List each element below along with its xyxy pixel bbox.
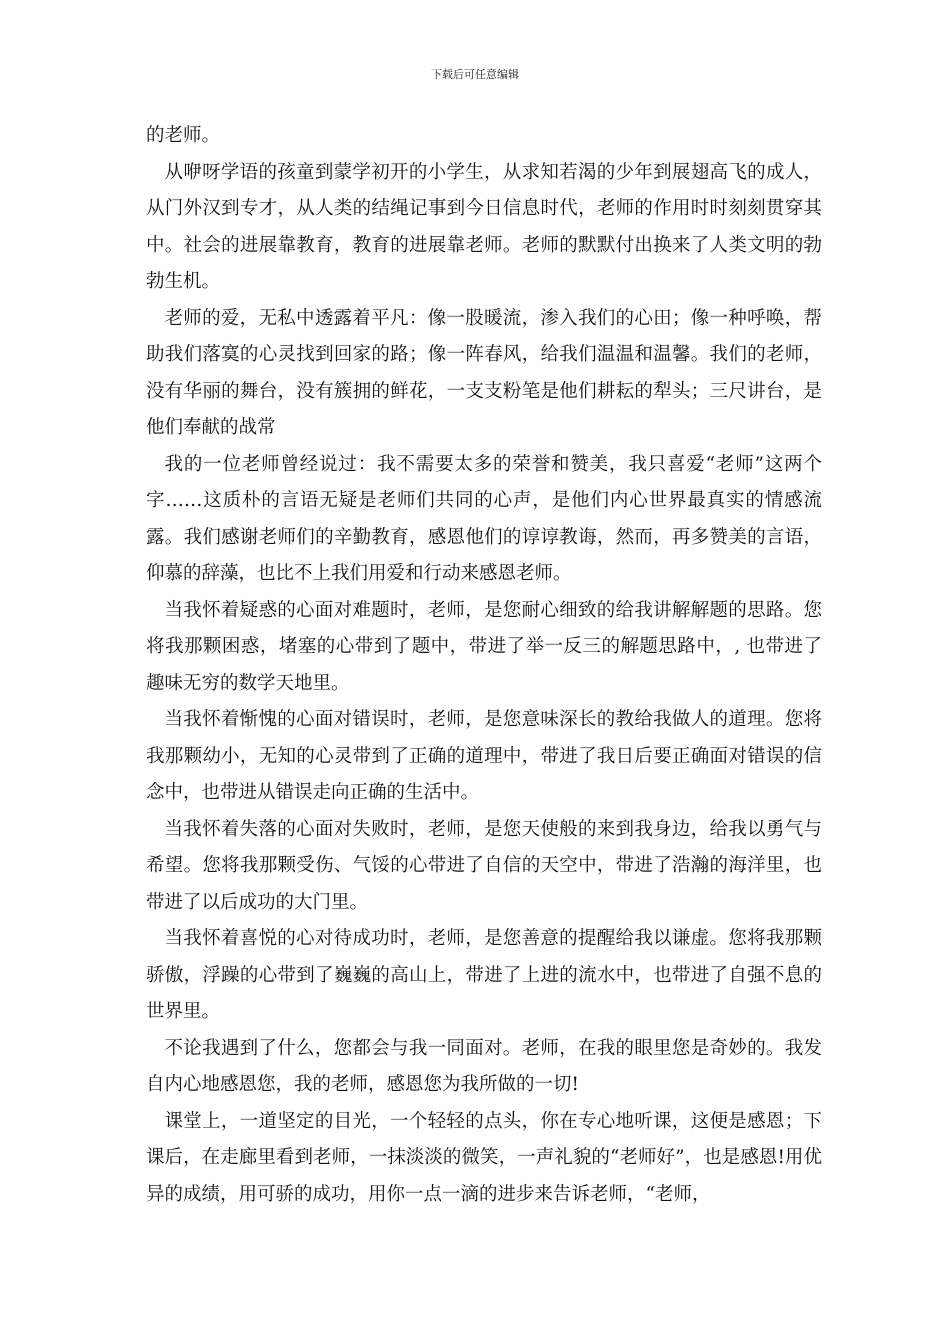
paragraph-10: 课堂上，一道坚定的目光，一个轻轻的点头，你在专心地听课，这便是感恩；下课后，在走廊里看到老师，一抹淡淡的微笑，一声礼貌的“老师好”，也是感恩!用优异的成绩，用可骄的成功，用你一点一滴的进步来告诉老师，“老师， [146,1110,822,1205]
page-header: 下载后可任意编辑 [431,68,519,81]
paragraph-7: 当我怀着失落的心面对失败时，老师，是您天使般的来到我身边，给我以勇气与希望。您将我那颗受伤、气馁的心带进了自信的天空中，带进了浩瀚的海洋里，也带进了以后成功的大门里。 [146,818,822,913]
paragraph-6: 当我怀着惭愧的心面对错误时，老师，是您意味深长的教给我做人的道理。您将我那颗幼小，无知的心灵带到了正确的道理中，带进了我日后要正确面对错误的信念中，也带进从错误走向正确的生活中。 [146,709,822,803]
paragraph-1: 的老师。 [146,125,221,146]
paragraph-4: 我的一位老师曾经说过：我不需要太多的荣誉和赞美，我只喜爱“老师”这两个字……这质朴的言语无疑是老师们共同的心声，是他们内心世界最真实的情感流露。我们感谢老师们的辛勤教育，感恩他们的谆谆教诲，然而，再多赞美的言语，仰慕的辞藻，也比不上我们用爱和行动来感恩老师。 [146,453,822,584]
paragraph-8: 当我怀着喜悦的心对待成功时，老师，是您善意的提醒给我以谦虚。您将我那颗骄傲，浮躁的心带到了巍巍的高山上，带进了上进的流水中，也带进了自强不息的世界里。 [146,928,822,1022]
paragraph-5: 当我怀着疑惑的心面对难题时，老师，是您耐心细致的给我讲解解题的思路。您将我那颗困惑，堵塞的心带到了题中，带进了举一反三的解题思路中，, 也带进了趣味无穷的数学天地里。 [146,599,822,694]
paragraph-2: 从咿呀学语的孩童到蒙学初开的小学生，从求知若渴的少年到展翅高飞的成人，从门外汉到专才，从人类的结绳记事到今日信息时代，老师的作用时时刻刻贯穿其中。社会的进展靠教育，教育的进展靠老师。老师的默默付出换来了人类文明的勃勃生机。 [146,161,822,292]
document-body [146,118,822,1213]
paragraph-9: 不论我遇到了什么，您都会与我一同面对。老师，在我的眼里您是奇妙的。我发自内心地感恩您，我的老师，感恩您为我所做的一切! [146,1037,822,1095]
paragraph-3: 老师的爱，无私中透露着平凡：像一股暖流，渗入我们的心田；像一种呼唤，帮助我们落寞的心灵找到回家的路；像一阵春风，给我们温温和温馨。我们的老师，没有华丽的舞台，没有簇拥的鲜花，一支支粉笔是他们耕耘的犁头；三尺讲台，是他们奉献的战常 [146,307,822,438]
